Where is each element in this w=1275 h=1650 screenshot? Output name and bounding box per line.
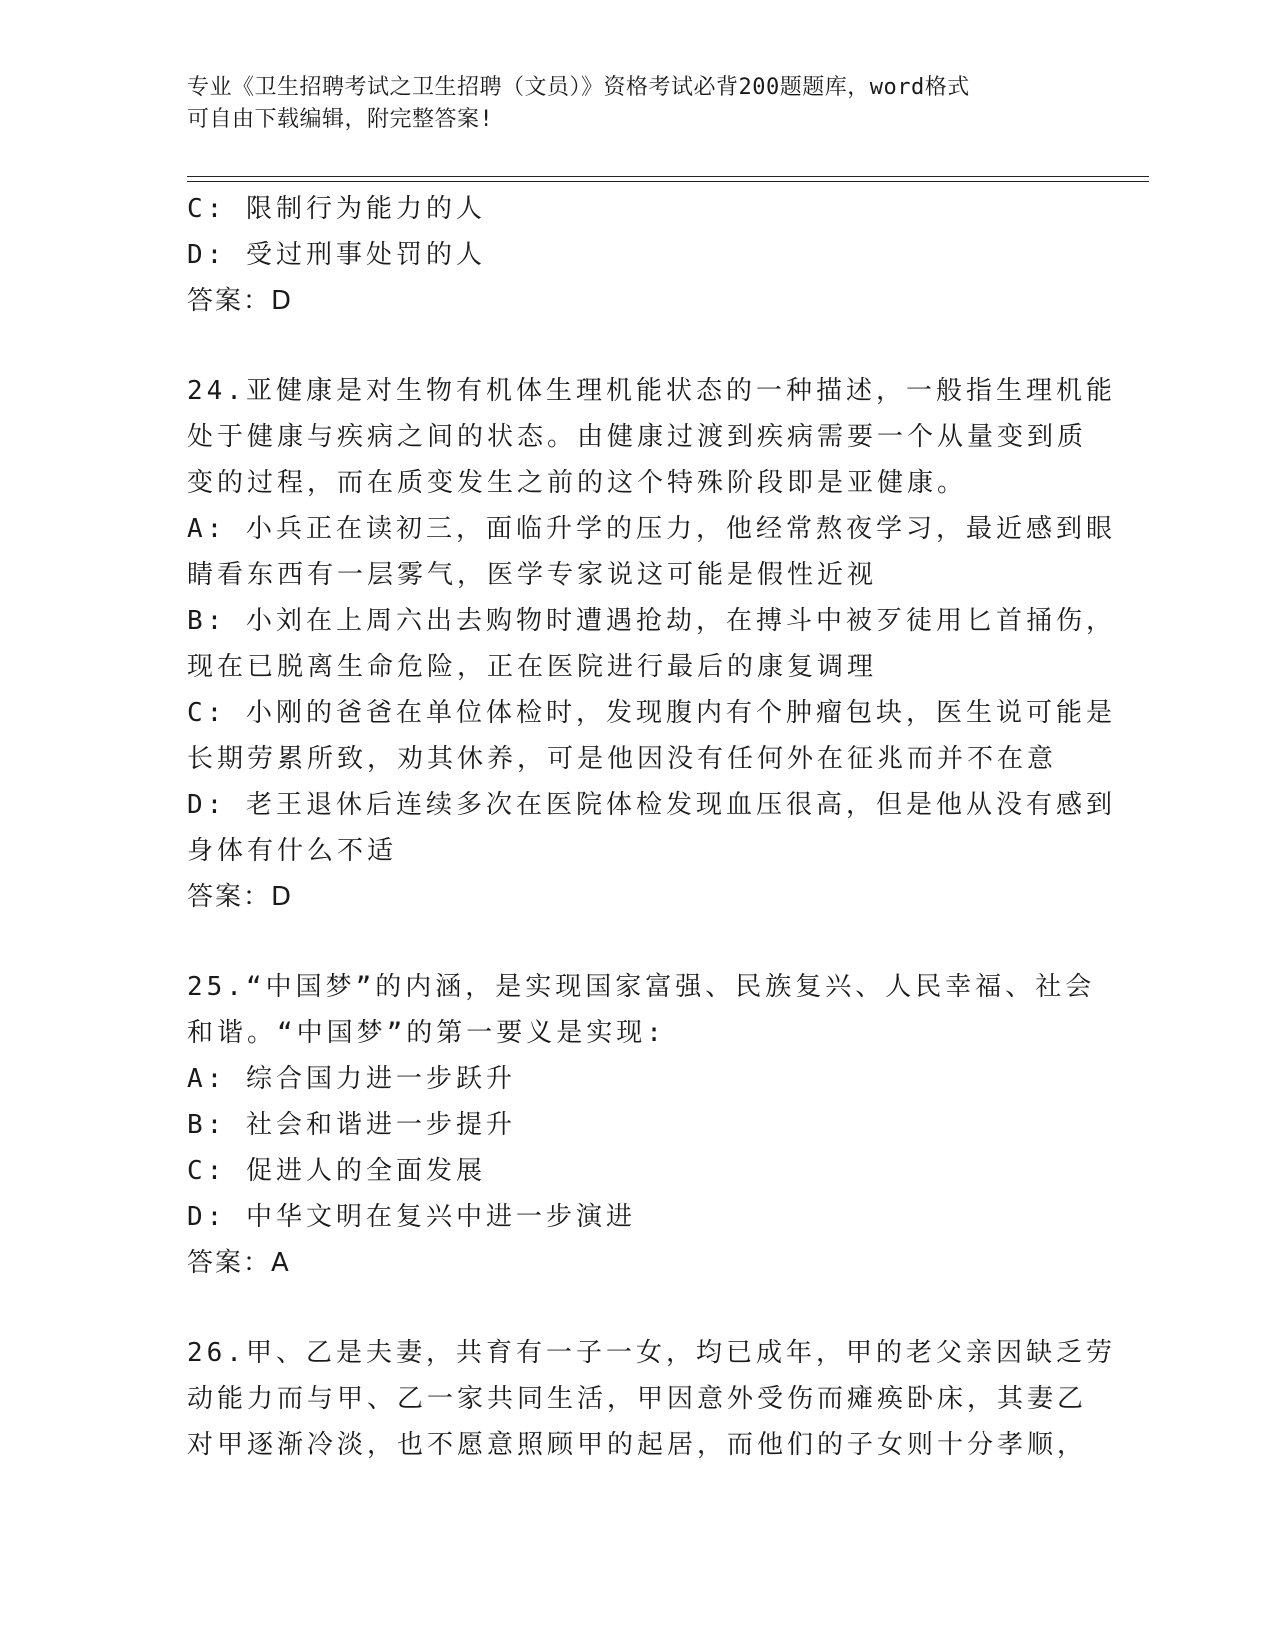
option-c-continued: 长期劳累所致，劝其休养，可是他因没有任何外在征兆而并不在意 (187, 744, 1058, 774)
option-a: A: 综合国力进一步跃升 (187, 1064, 516, 1094)
header-divider-top (187, 176, 1149, 177)
option-b-continued: 现在已脱离生命危险，正在医院进行最后的康复调理 (187, 652, 878, 682)
question-stem-line: 24.亚健康是对生物有机体生理机能状态的一种描述，一般指生理机能 (187, 376, 1116, 406)
question-26 (187, 1330, 1116, 1468)
question-stem-line: 25.“中国梦”的内涵，是实现国家富强、民族复兴、人民幸福、社会 (187, 972, 1096, 1002)
header-title-line-2: 可自由下载编辑，附完整答案! (187, 107, 494, 132)
question-24 (187, 368, 1116, 920)
question-stem-line: 处于健康与疾病之间的状态。由健康过渡到疾病需要一个从量变到质 (187, 422, 1088, 452)
question-stem-line: 对甲逐渐冷淡，也不愿意照顾甲的起居，而他们的子女则十分孝顺， (187, 1430, 1088, 1460)
answer-label: 答案：D (187, 882, 294, 912)
question-stem-line: 26.甲、乙是夫妻，共育有一子一女，均已成年，甲的老父亲因缺乏劳 (187, 1338, 1116, 1368)
spacer (187, 1286, 1087, 1330)
option-c: C: 限制行为能力的人 (187, 194, 486, 224)
option-c: C: 促进人的全面发展 (187, 1156, 486, 1186)
option-b: B: 小刘在上周六出去购物时遭遇抢劫，在搏斗中被歹徒用匕首捅伤， (187, 606, 1116, 636)
document-header (187, 72, 1067, 136)
option-c: C: 小刚的爸爸在单位体检时，发现腹内有个肿瘤包块，医生说可能是 (187, 698, 1116, 728)
option-b: B: 社会和谐进一步提升 (187, 1110, 516, 1140)
option-a-continued: 睛看东西有一层雾气，医学专家说这可能是假性近视 (187, 560, 878, 590)
header-divider-bottom (187, 181, 1149, 182)
answer-label: 答案：A (187, 1248, 291, 1278)
option-d-continued: 身体有什么不适 (187, 836, 398, 866)
answer-label: 答案：D (187, 286, 294, 316)
option-d: D: 老王退休后连续多次在医院体检发现血压很高，但是他从没有感到 (187, 790, 1116, 820)
question-stem-line: 变的过程，而在质变发生之前的这个特殊阶段即是亚健康。 (187, 468, 968, 498)
spacer (187, 324, 1087, 368)
option-d: D: 中华文明在复兴中进一步演进 (187, 1202, 636, 1232)
question-23-tail (187, 186, 1087, 324)
question-stem-line: 和谐。“中国梦”的第一要义是实现: (187, 1018, 666, 1048)
question-25 (187, 964, 1096, 1286)
header-title-line-1: 专业《卫生招聘考试之卫生招聘（文员）》资格考试必背200题题库，word格式 (187, 75, 970, 100)
spacer (187, 920, 1087, 964)
option-a: A: 小兵正在读初三，面临升学的压力，他经常熬夜学习，最近感到眼 (187, 514, 1116, 544)
option-d: D: 受过刑事处罚的人 (187, 240, 486, 270)
question-stem-line: 动能力而与甲、乙一家共同生活，甲因意外受伤而瘫痪卧床，其妻乙 (187, 1384, 1088, 1414)
question-content (187, 186, 1116, 1468)
